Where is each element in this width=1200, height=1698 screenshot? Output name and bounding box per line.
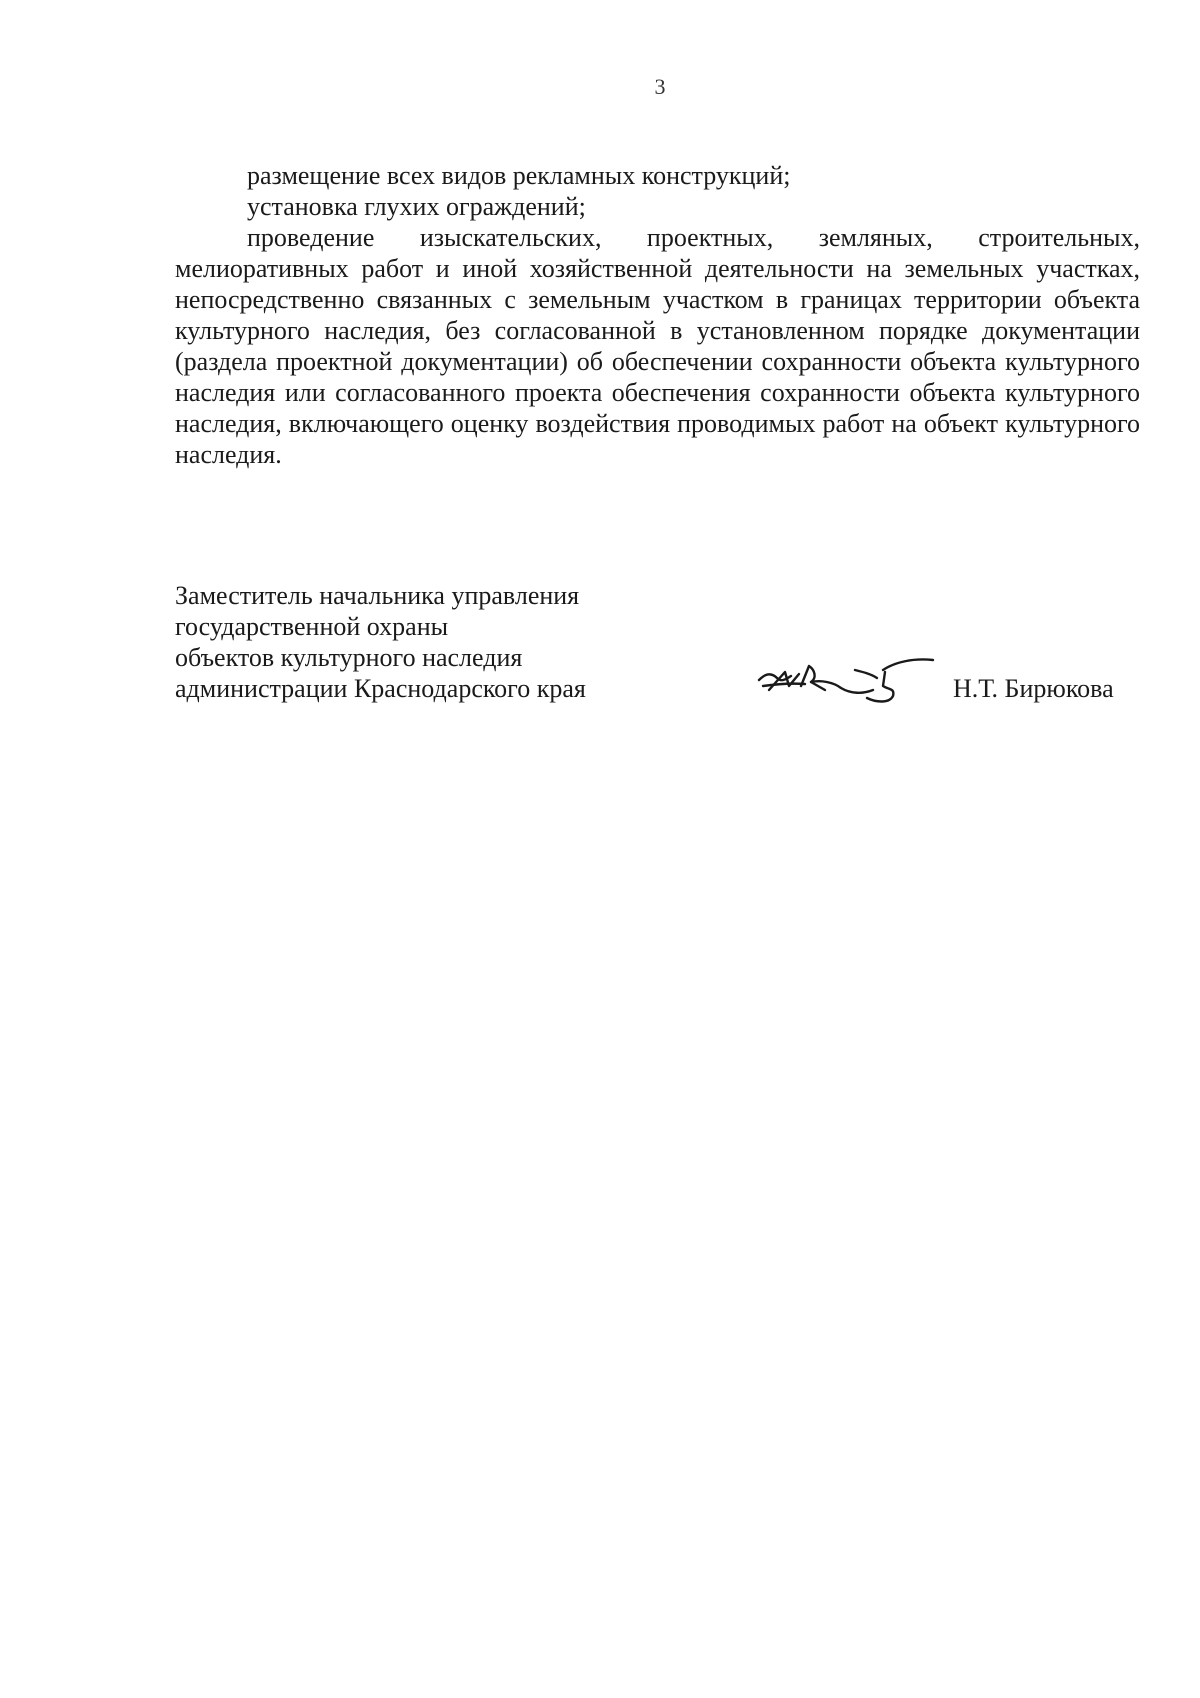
signer-position <box>175 580 586 704</box>
handwritten-signature <box>755 650 935 710</box>
position-line: государственной охраны <box>175 612 449 641</box>
position-line: Заместитель начальника управления <box>175 581 580 610</box>
signature-block <box>175 580 1140 720</box>
signer-name: Н.Т. Бирюкова <box>953 674 1114 703</box>
page-number: 3 <box>654 74 666 99</box>
paragraph-advertising: размещение всех видов рекламных конструкций; <box>247 161 791 190</box>
paragraph-works: проведение изыскательских, проектных, земляных, строительных, мелиоративных работ и иной хозяйственной деятельности на земельных участках, непосредственно связанных с земельным участком в границах территории объекта культурного наследия, без согласованной в установленном порядке документации (раздела проектной документации) об обеспечении сохранности объекта культурного наследия или согласованного проекта обеспечения сохранности объекта культурного наследия, включающего оценку воздействия проводимых работ на объект культурного наследия. <box>175 223 1140 469</box>
position-line: администрации Краснодарского края <box>175 674 586 703</box>
paragraph-fences: установка глухих ограждений; <box>247 192 586 221</box>
document-body <box>175 160 1140 470</box>
position-line: объектов культурного наследия <box>175 643 523 672</box>
